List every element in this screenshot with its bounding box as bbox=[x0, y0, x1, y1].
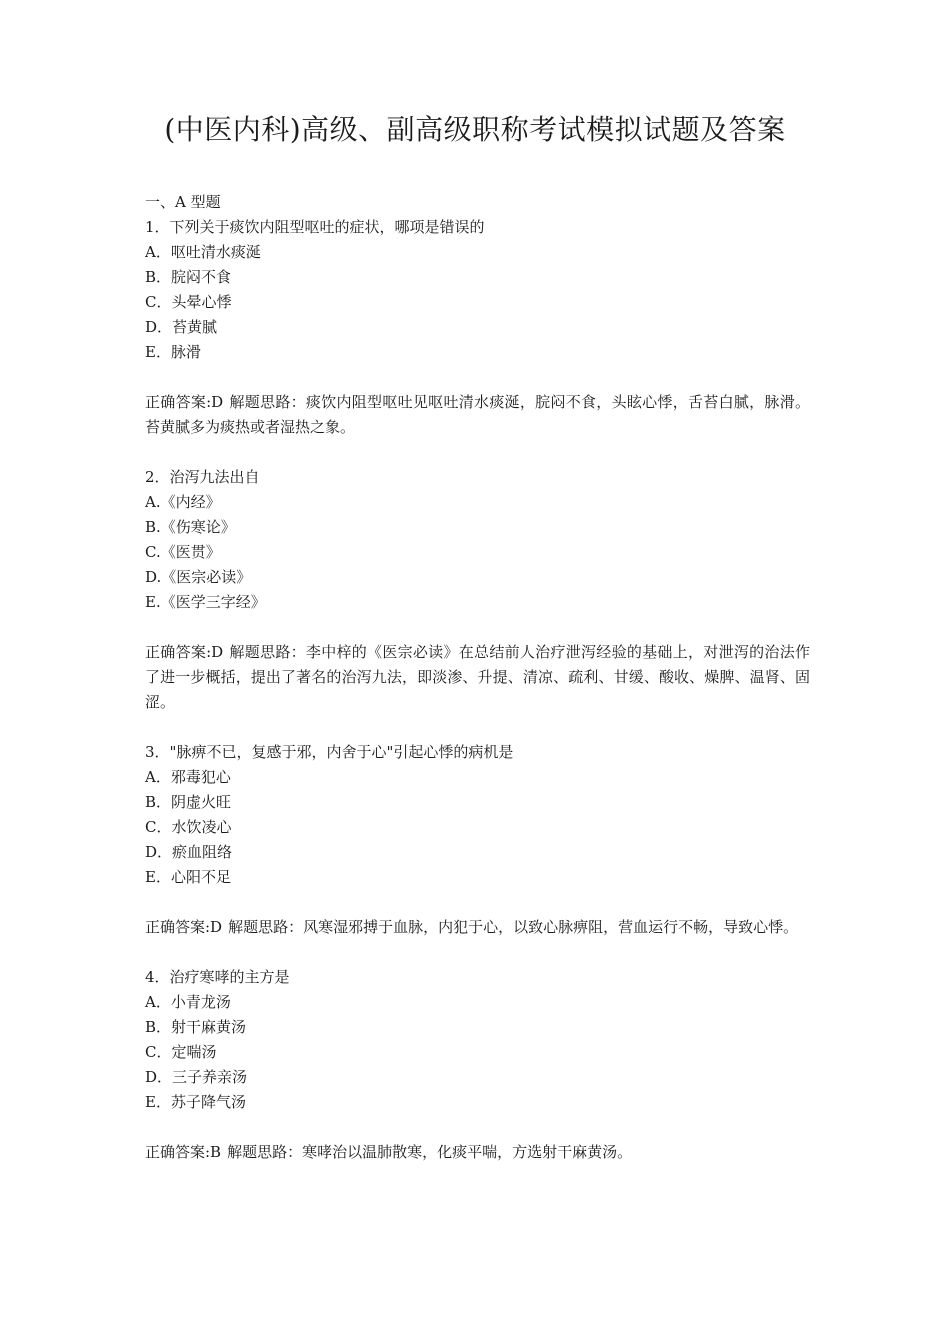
answer-label: 正确答案:D bbox=[145, 643, 224, 661]
answer-label: 正确答案:B bbox=[145, 1143, 222, 1161]
option-a: A．小青龙汤 bbox=[145, 993, 231, 1011]
answer-label: 正确答案:D bbox=[145, 918, 223, 936]
option-e: E．心阳不足 bbox=[145, 868, 231, 886]
option-a: A．邪毒犯心 bbox=[145, 768, 231, 786]
option-b: B．射干麻黄汤 bbox=[145, 1018, 247, 1036]
answer-explanation bbox=[145, 640, 810, 715]
option-d: D．苔黄腻 bbox=[145, 318, 218, 336]
explanation-text: 解题思路：李中梓的《医宗必读》在总结前人治疗泄泻经验的基础上，对泄泻的治法作了进一步概括，提出了著名的治泻九法，即淡渗、升提、清凉、疏利、甘缓、酸收、燥脾、温肾、固涩。 bbox=[145, 643, 810, 711]
explanation-text: 解题思路：痰饮内阻型呕吐见呕吐清水痰涎，脘闷不食，头眩心悸，舌苔白腻，脉滑。苔黄腻多为痰热或者湿热之象。 bbox=[145, 393, 810, 436]
explanation-text: 解题思路：寒哮治以温肺散寒，化痰平喘，方选射干麻黄汤。 bbox=[227, 1143, 633, 1161]
document-body bbox=[145, 190, 810, 1190]
answer-label: 正确答案:D bbox=[145, 393, 224, 411]
option-d: D．三子养亲汤 bbox=[145, 1068, 248, 1086]
option-e: E．苏子降气汤 bbox=[145, 1093, 246, 1111]
question-block bbox=[145, 215, 810, 440]
option-b: B.《伤寒论》 bbox=[145, 518, 236, 536]
answer-explanation bbox=[145, 1140, 810, 1165]
section-heading: 一、A 型题 bbox=[145, 193, 221, 211]
question-stem: 2．治泻九法出自 bbox=[145, 468, 260, 486]
option-c: C．水饮凌心 bbox=[145, 818, 232, 836]
option-d: D.《医宗必读》 bbox=[145, 568, 252, 586]
option-e: E．脉滑 bbox=[145, 343, 201, 361]
document-title: (中医内科)高级、副高级职称考试模拟试题及答案 bbox=[164, 113, 786, 146]
question-block bbox=[145, 965, 810, 1165]
explanation-text: 解题思路：风寒湿邪搏于血脉，内犯于心，以致心脉痹阻，营血运行不畅，导致心悸。 bbox=[228, 918, 799, 936]
option-a: A.《内经》 bbox=[145, 493, 221, 511]
question-block bbox=[145, 740, 810, 940]
option-c: C．头晕心悸 bbox=[145, 293, 232, 311]
question-stem: 4．治疗寒哮的主方是 bbox=[145, 968, 290, 986]
option-b: B．阴虚火旺 bbox=[145, 793, 232, 811]
question-stem: 3．"脉痹不已，复感于邪，内舍于心"引起心悸的病机是 bbox=[145, 743, 514, 761]
option-b: B．脘闷不食 bbox=[145, 268, 232, 286]
question-block bbox=[145, 465, 810, 715]
option-e: E.《医学三字经》 bbox=[145, 593, 266, 611]
answer-explanation bbox=[145, 390, 810, 440]
option-d: D．瘀血阻络 bbox=[145, 843, 233, 861]
answer-explanation bbox=[145, 915, 810, 940]
option-c: C.《医贯》 bbox=[145, 543, 221, 561]
question-stem: 1．下列关于痰饮内阻型呕吐的症状，哪项是错误的 bbox=[145, 218, 485, 236]
option-c: C．定喘汤 bbox=[145, 1043, 217, 1061]
option-a: A．呕吐清水痰涎 bbox=[145, 243, 261, 261]
